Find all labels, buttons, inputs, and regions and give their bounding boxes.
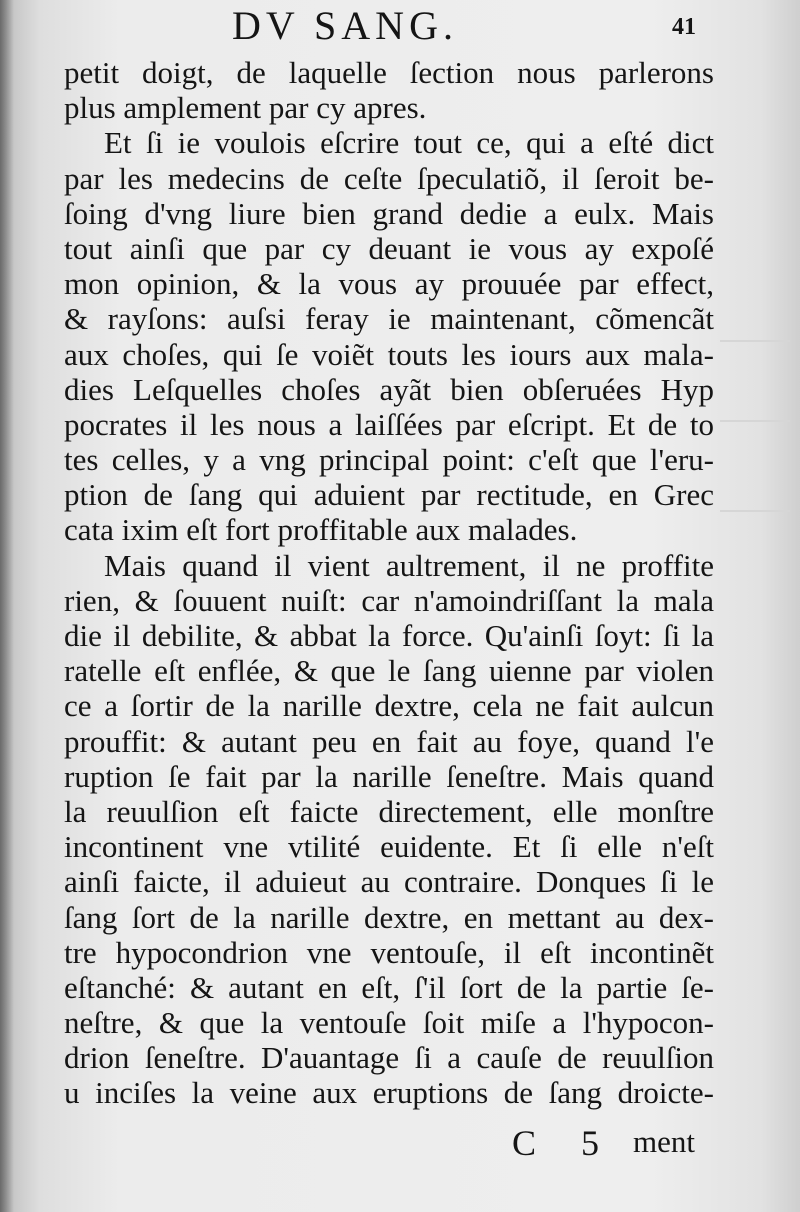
text-line: tre hypocondrion vne ventouſe, il eſt incontinẽt bbox=[64, 934, 714, 970]
text-line: ruption ſe fait par la narille ſeneſtre. Mais quand bbox=[64, 758, 714, 794]
text-line: pocrates il les nous a laiſſées par eſcript. Et de to bbox=[64, 406, 714, 442]
show-through-mark bbox=[720, 420, 790, 422]
text-line: ainſi faicte, il aduieut au contraire. Donques ſi le bbox=[64, 864, 714, 900]
text-line: Et ſi ie voulois eſcrire tout ce, qui a eſté dict bbox=[104, 125, 714, 161]
page-footer bbox=[0, 1122, 800, 1162]
text-line: rien, & ſouuent nuiſt: car n'amoindriſſant la mala bbox=[64, 582, 714, 618]
text-line: dies Leſquelles choſes ayãt bien obſeruées Hyp bbox=[64, 371, 714, 407]
text-line: la reuulſion eſt faicte directement, elle monſtre bbox=[64, 793, 714, 829]
text-line: prouffit: & autant peu en fait au foye, quand l'e bbox=[64, 723, 714, 759]
body-text bbox=[64, 55, 714, 1111]
page-number: 41 bbox=[672, 14, 696, 40]
gutter-shadow bbox=[0, 0, 14, 1212]
text-line: ſang ſort de la narille dextre, en mettant au dex- bbox=[64, 899, 714, 935]
text-line: ce a ſortir de la narille dextre, cela ne fait aulcun bbox=[64, 688, 714, 724]
text-line: die il debilite, & abbat la force. Qu'ainſi ſoyt: ſi la bbox=[64, 618, 714, 653]
catchword: ment bbox=[633, 1124, 695, 1159]
text-line: Mais quand il vient aultrement, il ne proffite bbox=[104, 547, 714, 583]
text-line: aux choſes, qui ſe voiẽt touts les iours aux mala- bbox=[64, 336, 714, 372]
signature-mark: C 5 bbox=[512, 1123, 618, 1163]
text-line: cata ixim eſt fort proffitable aux malades. bbox=[64, 512, 578, 548]
text-line: eſtanché: & autant en eſt, ſ'il ſort de la partie ſe- bbox=[64, 969, 714, 1005]
text-line: u inciſes la veine aux eruptions de ſang droicte- bbox=[64, 1075, 714, 1111]
text-line: incontinent vne vtilité euidente. Et ſi elle n'eſt bbox=[64, 829, 714, 865]
text-line: petit doigt, de laquelle ſection nous parlerons bbox=[64, 55, 714, 90]
text-line: plus amplement par cy apres. bbox=[64, 90, 427, 126]
text-line: neſtre, & que la ventouſe ſoit miſe a l'hypocon- bbox=[64, 1005, 714, 1041]
show-through-mark bbox=[720, 510, 790, 512]
text-line: ſoing d'vng liure bien grand dedie a eulx. Mais bbox=[64, 195, 714, 231]
text-line: ption de ſang qui aduient par rectitude, en Grec bbox=[64, 477, 714, 513]
text-line: mon opinion, & la vous ay prouuée par effect, bbox=[64, 266, 714, 302]
text-line: drion ſeneſtre. D'auantage ſi a cauſe de reuulſion bbox=[64, 1040, 714, 1076]
text-line: tes celles, y a vng principal point: c'eſt que l'eru- bbox=[64, 442, 714, 478]
running-head bbox=[0, 2, 800, 48]
running-head-title: DV SANG. bbox=[232, 3, 458, 48]
text-line: & rayſons: auſsi feray ie maintenant, cõmencãt bbox=[64, 301, 714, 337]
text-line: par les medecins de ceſte ſpeculatiõ, il ſeroit be- bbox=[64, 160, 714, 196]
text-line: tout ainſi que par cy deuant ie vous ay expoſé bbox=[64, 230, 714, 266]
text-line: ratelle eſt enflée, & que le ſang uienne par violen bbox=[64, 653, 714, 689]
show-through-mark bbox=[720, 340, 790, 342]
